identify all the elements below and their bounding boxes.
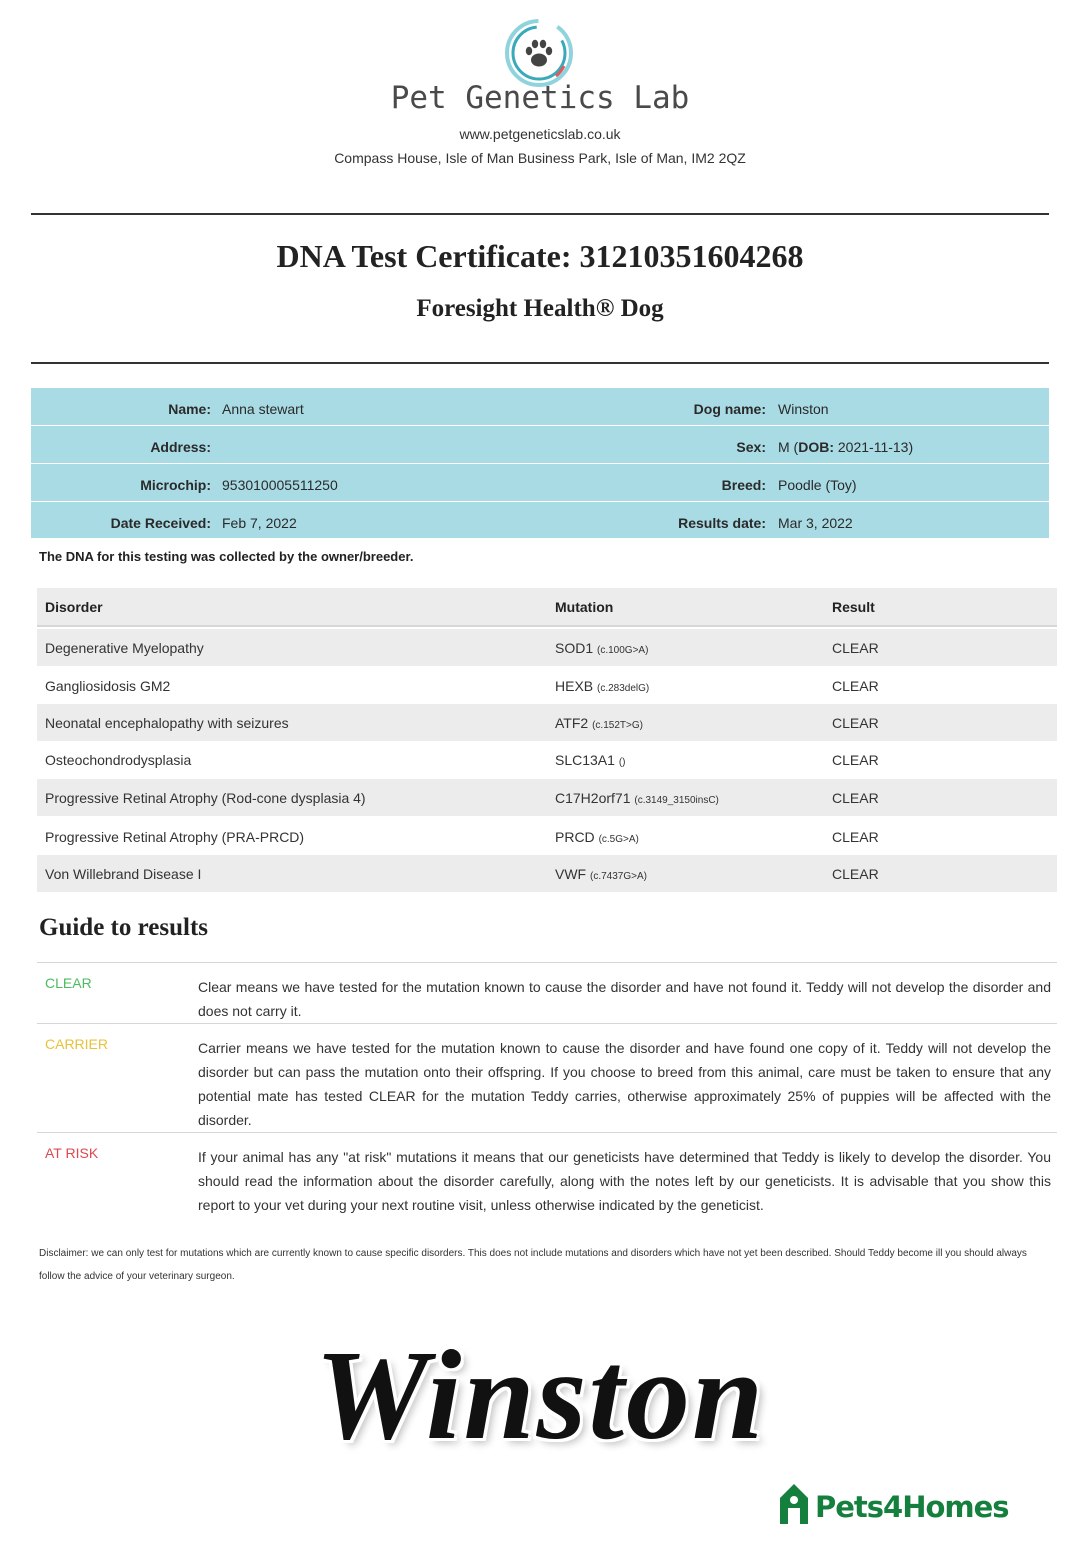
disorder-cell: Von Willebrand Disease I: [45, 866, 202, 882]
header-mutation: Mutation: [555, 599, 614, 615]
table-row: [37, 629, 1057, 666]
guide-desc-clear: Clear means we have tested for the mutation known to cause the disorder and have not found it. Teddy will not develop the disorder and does not carry it.: [198, 979, 1051, 1019]
guide-title: Guide to results: [39, 914, 208, 941]
header-underline: [37, 625, 1057, 627]
table-row: [37, 818, 1057, 855]
table-row: [37, 667, 1057, 704]
table-row: [37, 855, 1057, 892]
info-row: [31, 388, 1049, 426]
results-date-label: Results date:: [678, 515, 766, 531]
mutation-cell: PRCD (c.5G>A): [555, 829, 639, 845]
mutation-cell: HEXB (c.283delG): [555, 678, 650, 694]
guide-row-clear: [37, 962, 1057, 1023]
mutation-cell: SLC13A1 (): [555, 752, 626, 768]
result-cell: CLEAR: [832, 678, 879, 694]
info-row: [31, 426, 1049, 464]
paw-print-icon: [500, 16, 578, 88]
disclaimer: Disclaimer: we can only test for mutations which are currently known to cause specific disorders. This does not include mutations and disorders which have not yet been described. Should Teddy become ill you should always follow the advice of your veterinary surgeon.: [39, 1248, 1027, 1282]
guide-term-clear: CLEAR: [45, 975, 92, 991]
table-row: [37, 779, 1057, 816]
owner-name-label: Name:: [168, 401, 211, 417]
sex-label: Sex:: [736, 439, 766, 455]
guide-term-carrier: CARRIER: [45, 1036, 109, 1052]
result-cell: CLEAR: [832, 715, 879, 731]
table-row: [37, 741, 1057, 778]
guide-desc-at-risk: If your animal has any "at risk" mutations it means that our geneticists have determined that Teddy is likely to develop the disorder. You should read the information about the disorder carefully, along with the notes left by our geneticists. It is advisable that you show this report to your vet during your next routine visit, unless otherwise indicated by the geneticist.: [198, 1149, 1051, 1213]
pets4homes-logo-icon: [776, 1478, 812, 1524]
divider-top: [31, 213, 1049, 215]
dob-label: DOB:: [798, 439, 834, 455]
header-result: Result: [832, 599, 875, 615]
table-header-row: [37, 588, 1057, 625]
dog-name-overlay: Winston: [314, 1324, 766, 1466]
guide-row-carrier: [37, 1023, 1057, 1132]
mutation-cell: C17H2orf71 (c.3149_3150insC): [555, 790, 719, 806]
disorder-cell: Gangliosidosis GM2: [45, 678, 171, 694]
info-row: [31, 502, 1049, 539]
certificate-subtitle: Foresight Health® Dog: [416, 295, 664, 322]
owner-dog-info-panel: [31, 388, 1049, 538]
guide-desc-carrier: Carrier means we have tested for the mutation known to cause the disorder and have found one copy of it. Teddy will not develop the disorder but can pass the mutation onto their offspring. If you choose to breed from this animal, care must be taken to ensure that any potential mate has tested CLEAR for the mutation Teddy carries, otherwise approximately 25% of puppies will be affected with the disorder.: [198, 1040, 1051, 1128]
mutation-cell: SOD1 (c.100G>A): [555, 640, 649, 656]
disorder-cell: Progressive Retinal Atrophy (Rod-cone dysplasia 4): [45, 790, 366, 806]
sex-value: M (DOB: 2021-11-13): [778, 439, 914, 455]
certificate-title: DNA Test Certificate: 3121035160426​8: [276, 238, 804, 274]
result-cell: CLEAR: [832, 866, 879, 882]
microchip-label: Microchip:: [140, 477, 211, 493]
disorder-cell: Progressive Retinal Atrophy (PRA-PRCD): [45, 829, 305, 845]
disorder-cell: Degenerative Myelopathy: [45, 640, 204, 656]
dob-value: 2021-11-13): [834, 439, 914, 455]
lab-website: www.petgeneticslab.co.uk: [459, 126, 621, 142]
breed-label: Breed:: [721, 477, 766, 493]
date-received-label: Date Received:: [110, 515, 211, 531]
result-cell: CLEAR: [832, 640, 879, 656]
header-disorder: Disorder: [45, 599, 103, 615]
info-row: [31, 464, 1049, 502]
owner-name-value: Anna stewart: [222, 401, 304, 417]
collection-note: The DNA for this testing was collected by the owner/breeder.: [39, 549, 414, 564]
guide-term-at-risk: AT RISK: [45, 1145, 99, 1161]
pets4homes-brand: Pets4Homes: [815, 1490, 1009, 1524]
table-row: [37, 704, 1057, 741]
result-cell: CLEAR: [832, 752, 879, 768]
lab-name: Pet Genetics Lab: [390, 80, 690, 116]
disorder-cell: Osteochondrodysplasia: [45, 752, 192, 768]
mutation-cell: VWF (c.7437G>A): [555, 866, 647, 882]
result-cell: CLEAR: [832, 829, 879, 845]
microchip-value: 953010005511250: [222, 477, 338, 493]
address-label: Address:: [150, 439, 211, 455]
dog-name-value: Winston: [778, 401, 829, 417]
guide-row-at-risk: [37, 1132, 1057, 1221]
disorder-cell: Neonatal encephalopathy with seizures: [45, 715, 289, 731]
date-received-value: Feb 7, 2022: [222, 515, 297, 531]
lab-address: Compass House, Isle of Man Business Park, Isle of Man, IM2 2QZ: [334, 150, 746, 166]
dog-name-label: Dog name:: [693, 401, 766, 417]
result-cell: CLEAR: [832, 790, 879, 806]
breed-value: Poodle (Toy): [778, 477, 857, 493]
divider-bottom: [31, 362, 1049, 364]
results-date-value: Mar 3, 2022: [778, 515, 853, 531]
mutation-cell: ATF2 (c.152T>G): [555, 715, 643, 731]
